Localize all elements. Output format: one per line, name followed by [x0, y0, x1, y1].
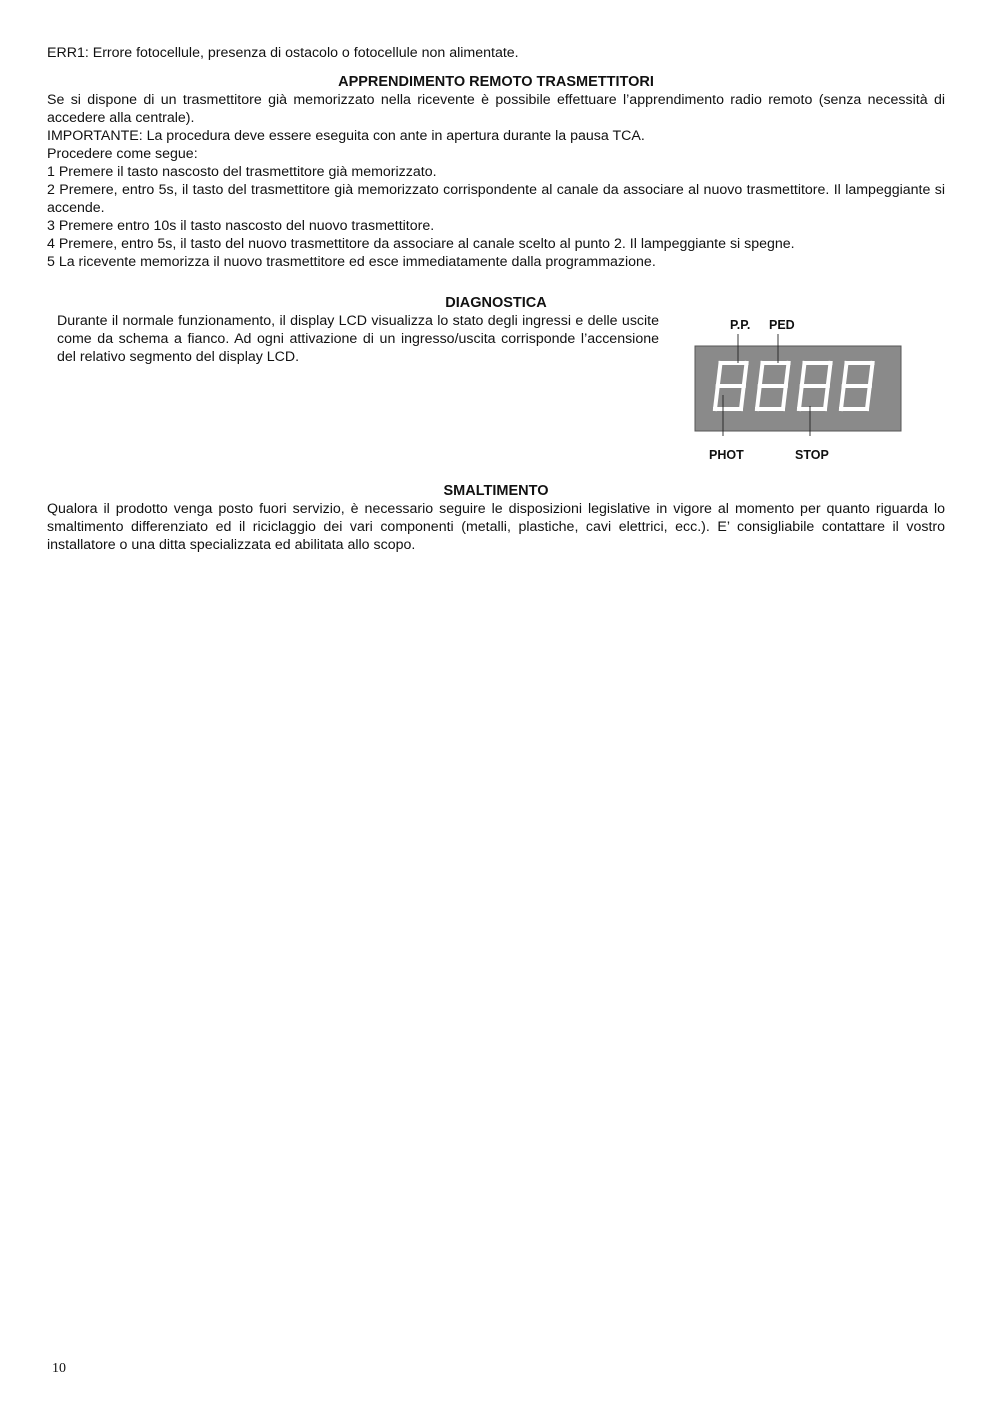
apprendimento-procedure: Procedere come segue:	[47, 146, 198, 162]
apprendimento-paragraph: Se si dispone di un trasmettitore già memorizzato nella ricevente è possibile effettuare l’apprendimento radio remoto (senza necessità di accedere alla centrale).	[47, 92, 945, 126]
label-ped: PED	[769, 318, 795, 332]
diagnostica-title: DIAGNOSTICA	[445, 295, 547, 311]
page-number: 10	[52, 1361, 66, 1376]
label-stop: STOP	[795, 448, 829, 462]
label-phot: PHOT	[709, 448, 744, 462]
diagnostica-section	[47, 312, 945, 482]
lcd-segment-2-e	[757, 386, 760, 409]
smaltimento-paragraph: Qualora il prodotto venga posto fuori servizio, è necessario seguire le disposizioni legislative in vigore al momento per quanto riguarda lo smaltimento differenziato ed il riciclaggio dei vari componenti (metalli, plastiche, cavi elettrici, ecc.). E’ consigliabile contattare il vostro installatore o una ditta specializzata ed abilitata allo scopo.	[47, 501, 945, 553]
step-5: 5 La ricevente memorizza il nuovo trasmettitore ed esce immediatamente dalla programmazione.	[47, 254, 656, 270]
step-4: 4 Premere, entro 5s, il tasto del nuovo trasmettitore da associare al canale scelto al punto 2. Il lampeggiante si spegne.	[47, 236, 795, 252]
lcd-display-diagram	[685, 316, 915, 476]
lcd-segment-3-b	[828, 363, 831, 386]
lcd-segment-4-b	[870, 363, 873, 386]
lcd-segment-2-f	[760, 363, 763, 386]
smaltimento-title: SMALTIMENTO	[443, 483, 549, 499]
lcd-segment-3-e	[799, 386, 802, 409]
lcd-segment-1-b	[744, 363, 747, 386]
apprendimento-important: IMPORTANTE: La procedura deve essere eseguita con ante in apertura durante la pausa TCA.	[47, 128, 645, 144]
lcd-segment-1-c	[741, 386, 744, 409]
lcd-segment-1-e	[715, 386, 718, 409]
lcd-segment-2-b	[786, 363, 789, 386]
step-2: 2 Premere, entro 5s, il tasto del trasmettitore già memorizzato corrispondente al canale da associare al nuovo trasmettitore. Il lampeggiante si accende.	[47, 182, 945, 216]
lcd-segment-2-c	[783, 386, 786, 409]
lcd-segment-4-f	[844, 363, 847, 386]
lcd-segment-4-e	[841, 386, 844, 409]
lcd-segment-1-f	[718, 363, 721, 386]
lcd-segment-3-c	[825, 386, 828, 409]
document-page	[47, 44, 945, 554]
step-1: 1 Premere il tasto nascosto del trasmettitore già memorizzato.	[47, 164, 437, 180]
lcd-diagram-svg	[685, 316, 915, 476]
lcd-segment-4-c	[867, 386, 870, 409]
label-pp: P.P.	[730, 318, 751, 332]
lcd-segment-3-f	[802, 363, 805, 386]
diagnostica-paragraph: Durante il normale funzionamento, il display LCD visualizza lo stato degli ingressi e delle uscite come da schema a fianco. Ad ogni attivazione di un ingresso/uscita corrisponde l’accensione del relativo segmento del display LCD.	[57, 313, 659, 365]
step-3: 3 Premere entro 10s il tasto nascosto del nuovo trasmettitore.	[47, 218, 435, 234]
intro-line: ERR1: Errore fotocellule, presenza di ostacolo o fotocellule non alimentate.	[47, 45, 519, 61]
apprendimento-title: APPRENDIMENTO REMOTO TRASMETTITORI	[338, 74, 654, 90]
